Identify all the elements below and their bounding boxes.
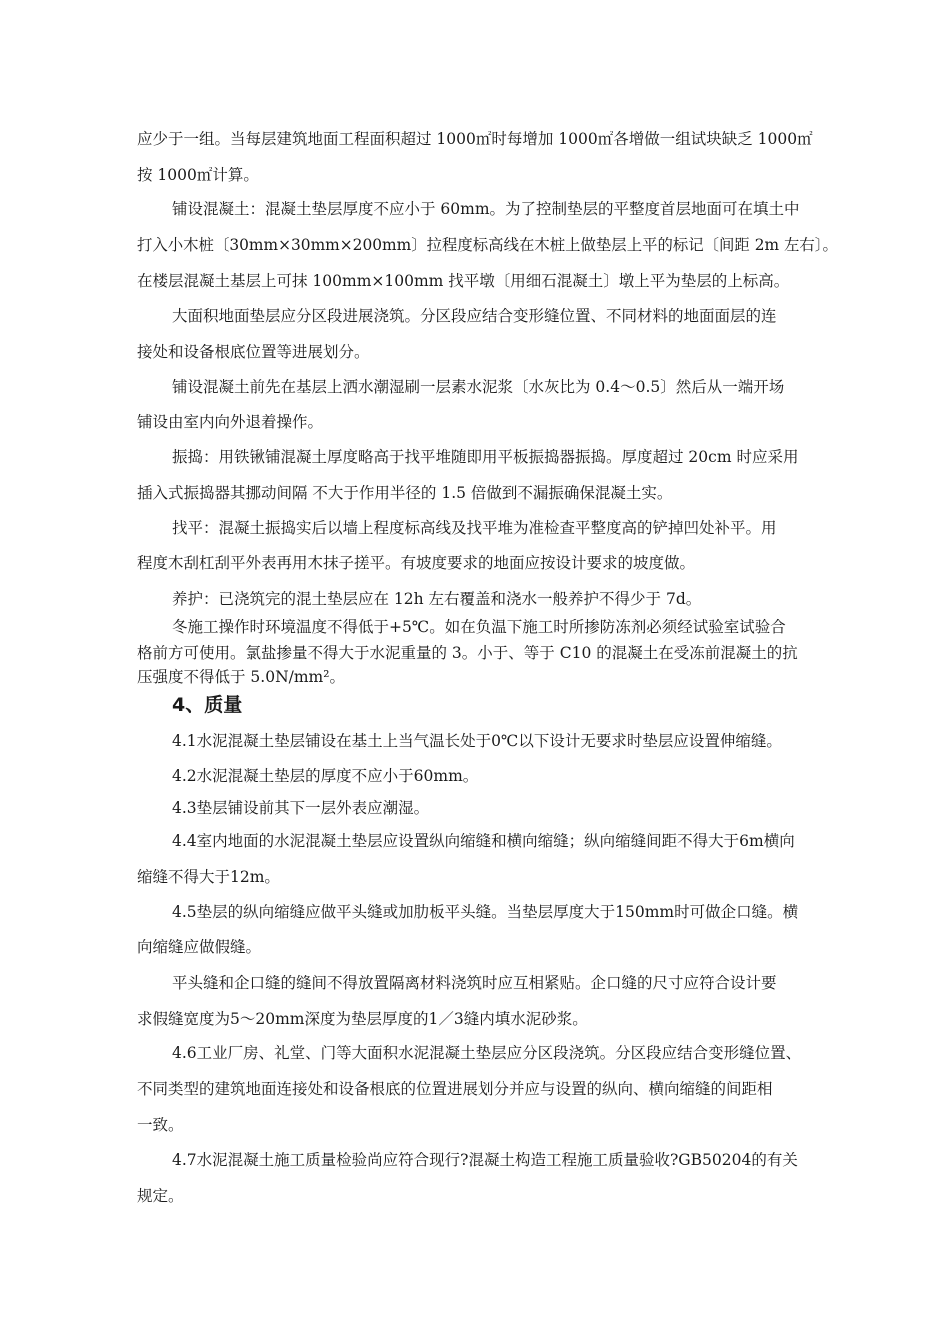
body-text-line: 平头缝和企口缝的缝间不得放置隔离材料浇筑时应互相紧贴。企口缝的尺寸应符合设计要 bbox=[172, 974, 777, 992]
body-text-line: 4.7水泥混凝土施工质量检验尚应符合现行?混凝土构造工程施工质量验收?GB50204的有关 bbox=[172, 1151, 798, 1169]
body-text-line: 按 1000㎡计算。 bbox=[137, 166, 259, 184]
body-text-line: 找平：混凝土振捣实后以墙上程度标高线及找平堆为准检查平整度高的铲掉凹处补平。用 bbox=[172, 519, 777, 537]
body-text-line: 程度木刮杠刮平外表再用木抹子搓平。有坡度要求的地面应按设计要求的坡度做。 bbox=[137, 554, 696, 572]
body-text-line: 接处和设备根底位置等进展划分。 bbox=[137, 343, 370, 361]
body-text-line: 养护：已浇筑完的混土垫层应在 12h 左右覆盖和浇水一般养护不得少于 7d。 bbox=[172, 590, 702, 608]
body-text-line: 4.2水泥混凝土垫层的厚度不应小于60mm。 bbox=[172, 767, 479, 785]
body-text-line: 振捣：用铁锹铺混凝土厚度略高于找平堆随即用平板振捣器振捣。厚度超过 20cm 时应采用 bbox=[172, 448, 799, 466]
body-text-line: 冬施工操作时环境温度不得低于+5℃。如在负温下施工时所掺防冻剂必须经试验室试验合 bbox=[172, 618, 786, 636]
body-text-line: 打入小木桩〔30mm×30mm×200mm〕拉程度标高线在木桩上做垫层上平的标记〔间距 2m 左右〕。 bbox=[137, 236, 838, 254]
body-text-line: 缩缝不得大于12m。 bbox=[137, 868, 280, 886]
body-text-line: 格前方可使用。氯盐掺量不得大于水泥重量的 3。小于、等于 C10 的混凝土在受冻前混凝土的抗 bbox=[137, 644, 798, 662]
body-text-line: 4.3垫层铺设前其下一层外表应潮湿。 bbox=[172, 799, 430, 817]
body-text-line: 4.4室内地面的水泥混凝土垫层应设置纵向缩缝和横向缩缝；纵向缩缝间距不得大于6m横向 bbox=[172, 832, 795, 850]
body-text-line: 向缩缝应做假缝。 bbox=[137, 938, 262, 956]
body-text-line: 铺设混凝土前先在基层上洒水潮湿刷一层素水泥浆〔水灰比为 0.4～0.5〕然后从一端开场 bbox=[172, 378, 785, 396]
body-text-line: 大面积地面垫层应分区段进展浇筑。分区段应结合变形缝位置、不同材料的地面面层的连 bbox=[172, 307, 777, 325]
body-text-line: 铺设由室内向外退着操作。 bbox=[137, 413, 324, 431]
body-text-line: 插入式振捣器其挪动间隔 不大于作用半径的 1.5 倍做到不漏振确保混凝土实。 bbox=[137, 484, 673, 502]
body-text-line: 4.5垫层的纵向缩缝应做平头缝或加肋板平头缝。当垫层厚度大于150mm时可做企口缝。横 bbox=[172, 903, 799, 921]
body-text-line: 4.1水泥混凝土垫层铺设在基土上当气温长处于0℃以下设计无要求时垫层应设置伸缩缝。 bbox=[172, 732, 782, 750]
section-heading: 4、质量 bbox=[172, 694, 243, 716]
body-text-line: 不同类型的建筑地面连接处和设备根底的位置进展划分并应与设置的纵向、横向缩缝的间距相 bbox=[137, 1080, 773, 1098]
body-text-line: 铺设混凝土：混凝土垫层厚度不应小于 60mm。为了控制垫层的平整度首层地面可在填土中 bbox=[172, 200, 800, 218]
body-text-line: 一致。 bbox=[137, 1116, 184, 1134]
body-text-line: 应少于一组。当每层建筑地面工程面积超过 1000㎡时每增加 1000㎡各增做一组试块缺乏 1000㎡ bbox=[137, 130, 813, 148]
body-text-line: 在楼层混凝土基层上可抹 100mm×100mm 找平墩〔用细石混凝土〕墩上平为垫层的上标高。 bbox=[137, 272, 790, 290]
body-text-line: 压强度不得低于 5.0N/mm²。 bbox=[137, 668, 345, 686]
body-text-line: 求假缝宽度为5～20mm深度为垫层厚度的1／3缝内填水泥砂浆。 bbox=[137, 1010, 588, 1028]
body-text-line: 4.6工业厂房、礼堂、门等大面积水泥混凝土垫层应分区段浇筑。分区段应结合变形缝位置、 bbox=[172, 1044, 802, 1062]
body-text-line: 规定。 bbox=[137, 1187, 184, 1205]
